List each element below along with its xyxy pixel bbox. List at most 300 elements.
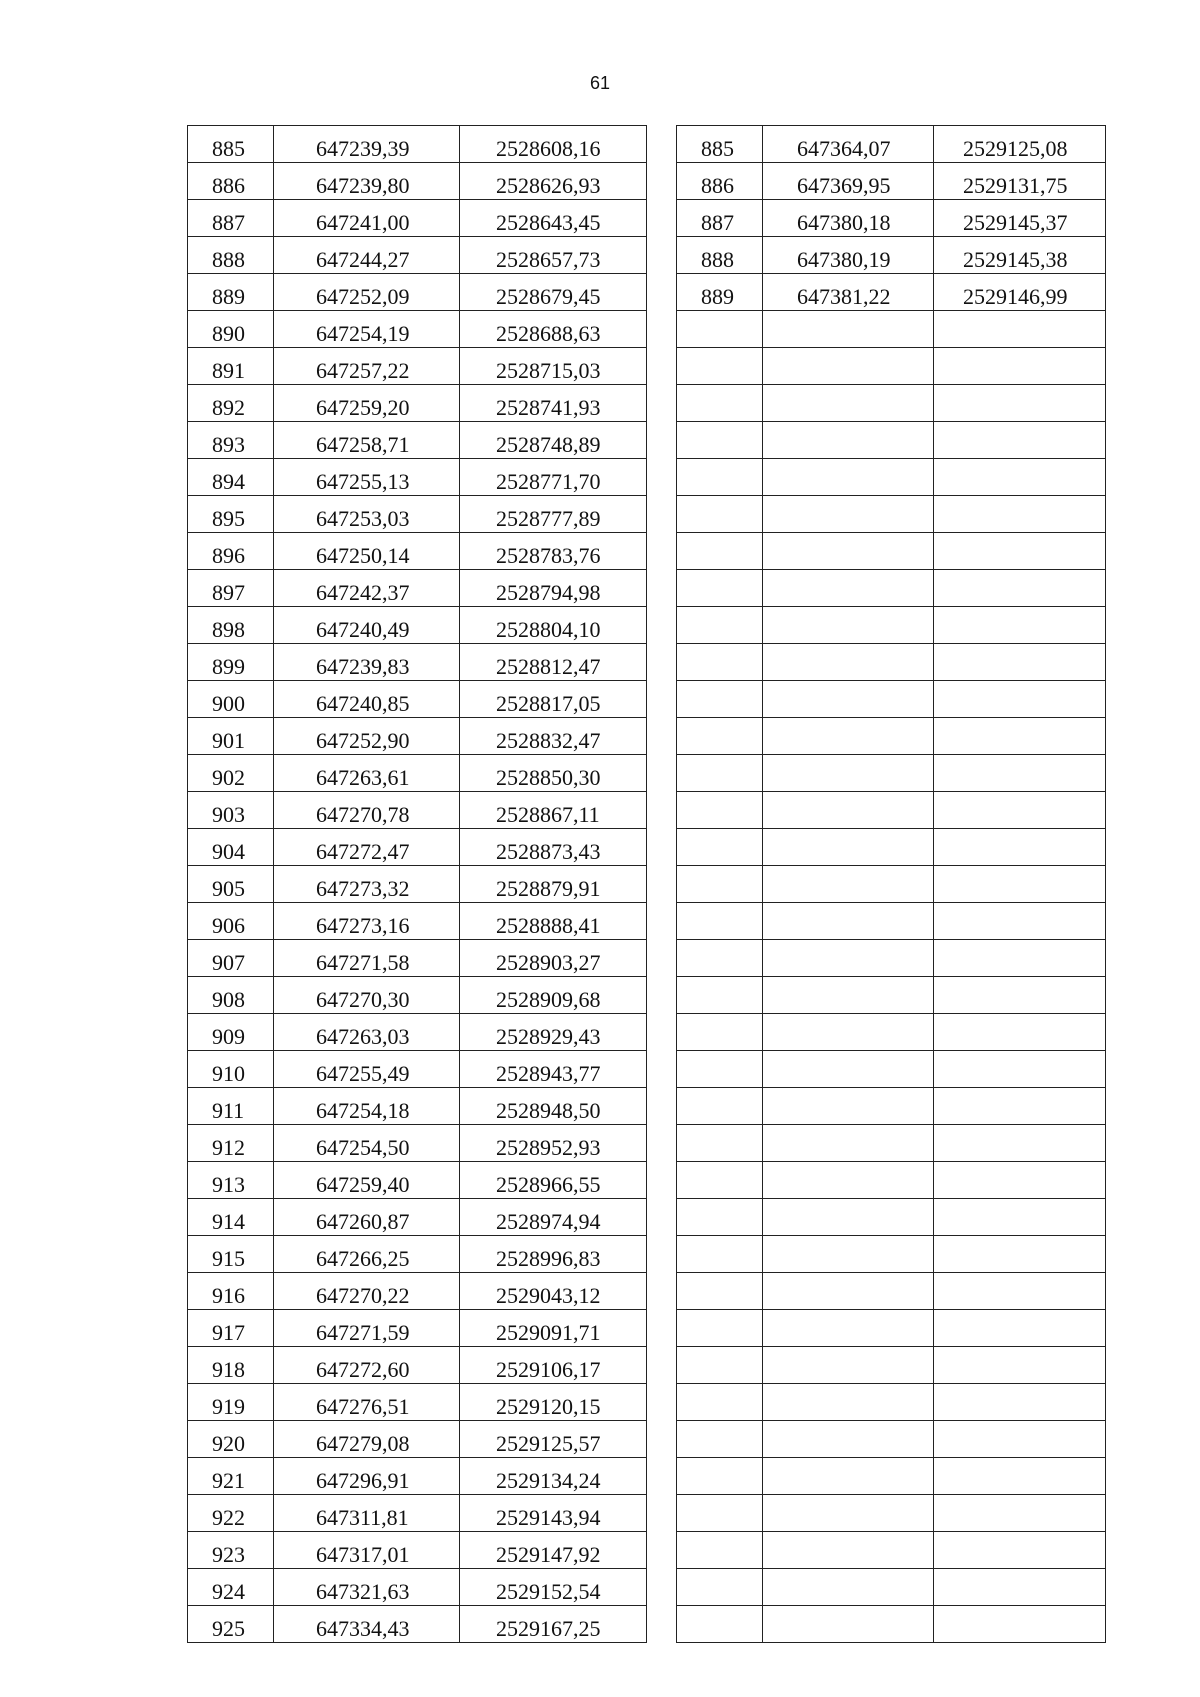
point-number-cell: 908 (188, 977, 274, 1014)
y-coordinate-cell: 2528777,89 (460, 496, 647, 533)
y-coordinate-cell: 2528996,83 (460, 1236, 647, 1273)
y-coordinate-cell: 2528626,93 (460, 163, 647, 200)
x-coordinate-cell: 647380,18 (763, 200, 934, 237)
y-coordinate-cell (934, 940, 1106, 977)
table-row (677, 1236, 1106, 1273)
y-coordinate-cell: 2529143,94 (460, 1495, 647, 1532)
table-row (677, 681, 1106, 718)
y-coordinate-cell: 2528804,10 (460, 607, 647, 644)
point-number-cell (677, 348, 763, 385)
table-row (188, 755, 647, 792)
y-coordinate-cell: 2528948,50 (460, 1088, 647, 1125)
point-number-cell: 903 (188, 792, 274, 829)
y-coordinate-cell: 2528943,77 (460, 1051, 647, 1088)
table-row (677, 348, 1106, 385)
y-coordinate-cell (934, 1088, 1106, 1125)
y-coordinate-cell (934, 1421, 1106, 1458)
point-number-cell: 912 (188, 1125, 274, 1162)
point-number-cell: 913 (188, 1162, 274, 1199)
table-row (188, 1606, 647, 1643)
y-coordinate-cell (934, 422, 1106, 459)
x-coordinate-cell: 647241,00 (274, 200, 460, 237)
table-row (188, 126, 647, 163)
point-number-cell (677, 311, 763, 348)
x-coordinate-cell (763, 1569, 934, 1606)
y-coordinate-cell: 2528794,98 (460, 570, 647, 607)
y-coordinate-cell (934, 718, 1106, 755)
point-number-cell: 888 (677, 237, 763, 274)
point-number-cell: 889 (188, 274, 274, 311)
table-row (188, 1273, 647, 1310)
y-coordinate-cell: 2529125,08 (934, 126, 1106, 163)
y-coordinate-cell (934, 311, 1106, 348)
table-row (188, 1458, 647, 1495)
y-coordinate-cell (934, 348, 1106, 385)
x-coordinate-cell (763, 348, 934, 385)
x-coordinate-cell (763, 1051, 934, 1088)
table-row (188, 163, 647, 200)
point-number-cell (677, 829, 763, 866)
x-coordinate-cell: 647255,13 (274, 459, 460, 496)
table-row (188, 792, 647, 829)
point-number-cell (677, 385, 763, 422)
table-row (677, 237, 1106, 274)
y-coordinate-cell: 2529125,57 (460, 1421, 647, 1458)
point-number-cell (677, 1421, 763, 1458)
table-row (677, 496, 1106, 533)
x-coordinate-cell (763, 496, 934, 533)
point-number-cell (677, 1273, 763, 1310)
y-coordinate-cell: 2528867,11 (460, 792, 647, 829)
y-coordinate-cell: 2529147,92 (460, 1532, 647, 1569)
x-coordinate-cell: 647271,59 (274, 1310, 460, 1347)
point-number-cell (677, 1495, 763, 1532)
x-coordinate-cell (763, 1199, 934, 1236)
y-coordinate-cell: 2528741,93 (460, 385, 647, 422)
table-row (677, 422, 1106, 459)
point-number-cell (677, 755, 763, 792)
y-coordinate-cell: 2528952,93 (460, 1125, 647, 1162)
x-coordinate-cell: 647381,22 (763, 274, 934, 311)
table-row (188, 1236, 647, 1273)
x-coordinate-cell (763, 422, 934, 459)
table-row (677, 1347, 1106, 1384)
table-row (188, 1495, 647, 1532)
table-row (677, 1606, 1106, 1643)
x-coordinate-cell: 647271,58 (274, 940, 460, 977)
table-row (188, 681, 647, 718)
point-number-cell (677, 422, 763, 459)
x-coordinate-cell (763, 459, 934, 496)
table-row (188, 200, 647, 237)
x-coordinate-cell: 647244,27 (274, 237, 460, 274)
point-number-cell: 902 (188, 755, 274, 792)
table-row (677, 533, 1106, 570)
x-coordinate-cell: 647266,25 (274, 1236, 460, 1273)
table-row (188, 829, 647, 866)
x-coordinate-cell: 647255,49 (274, 1051, 460, 1088)
point-number-cell: 925 (188, 1606, 274, 1643)
point-number-cell: 886 (677, 163, 763, 200)
table-row (188, 1532, 647, 1569)
point-number-cell (677, 940, 763, 977)
y-coordinate-cell: 2528974,94 (460, 1199, 647, 1236)
x-coordinate-cell: 647260,87 (274, 1199, 460, 1236)
x-coordinate-cell: 647259,40 (274, 1162, 460, 1199)
point-number-cell (677, 607, 763, 644)
table-row (188, 237, 647, 274)
y-coordinate-cell (934, 1273, 1106, 1310)
table-row (188, 348, 647, 385)
y-coordinate-cell: 2528748,89 (460, 422, 647, 459)
x-coordinate-cell: 647258,71 (274, 422, 460, 459)
table-row (188, 274, 647, 311)
point-number-cell: 887 (677, 200, 763, 237)
y-coordinate-cell (934, 1606, 1106, 1643)
table-row (188, 1310, 647, 1347)
x-coordinate-cell (763, 533, 934, 570)
point-number-cell: 900 (188, 681, 274, 718)
y-coordinate-cell (934, 1125, 1106, 1162)
point-number-cell (677, 1310, 763, 1347)
point-number-cell (677, 1569, 763, 1606)
point-number-cell: 906 (188, 903, 274, 940)
table-row (188, 1347, 647, 1384)
y-coordinate-cell (934, 1532, 1106, 1569)
y-coordinate-cell: 2528832,47 (460, 718, 647, 755)
x-coordinate-cell (763, 1532, 934, 1569)
point-number-cell (677, 718, 763, 755)
x-coordinate-cell: 647254,50 (274, 1125, 460, 1162)
y-coordinate-cell: 2529145,38 (934, 237, 1106, 274)
x-coordinate-cell (763, 1606, 934, 1643)
y-coordinate-cell (934, 1495, 1106, 1532)
table-row (188, 1569, 647, 1606)
y-coordinate-cell (934, 1569, 1106, 1606)
table-row (677, 163, 1106, 200)
table-row (188, 570, 647, 607)
x-coordinate-cell: 647270,22 (274, 1273, 460, 1310)
coordinates-table-left-body (188, 126, 647, 1643)
y-coordinate-cell: 2528903,27 (460, 940, 647, 977)
table-row (188, 1088, 647, 1125)
table-row (677, 903, 1106, 940)
y-coordinate-cell (934, 903, 1106, 940)
x-coordinate-cell: 647250,14 (274, 533, 460, 570)
table-row (677, 1458, 1106, 1495)
point-number-cell (677, 1088, 763, 1125)
point-number-cell: 915 (188, 1236, 274, 1273)
point-number-cell (677, 1458, 763, 1495)
point-number-cell: 918 (188, 1347, 274, 1384)
y-coordinate-cell: 2529152,54 (460, 1569, 647, 1606)
x-coordinate-cell (763, 755, 934, 792)
y-coordinate-cell: 2529120,15 (460, 1384, 647, 1421)
x-coordinate-cell: 647311,81 (274, 1495, 460, 1532)
y-coordinate-cell: 2529134,24 (460, 1458, 647, 1495)
point-number-cell (677, 681, 763, 718)
x-coordinate-cell: 647239,39 (274, 126, 460, 163)
point-number-cell: 905 (188, 866, 274, 903)
x-coordinate-cell: 647317,01 (274, 1532, 460, 1569)
y-coordinate-cell: 2528812,47 (460, 644, 647, 681)
coordinates-table-right-body (677, 126, 1106, 1643)
table-row (188, 903, 647, 940)
x-coordinate-cell: 647380,19 (763, 237, 934, 274)
x-coordinate-cell: 647240,49 (274, 607, 460, 644)
y-coordinate-cell: 2529043,12 (460, 1273, 647, 1310)
table-row (188, 1421, 647, 1458)
table-row (188, 866, 647, 903)
y-coordinate-cell (934, 681, 1106, 718)
point-number-cell: 898 (188, 607, 274, 644)
table-row (677, 792, 1106, 829)
y-coordinate-cell (934, 977, 1106, 1014)
table-row (677, 274, 1106, 311)
point-number-cell: 924 (188, 1569, 274, 1606)
point-number-cell: 917 (188, 1310, 274, 1347)
x-coordinate-cell (763, 866, 934, 903)
x-coordinate-cell (763, 1310, 934, 1347)
point-number-cell: 889 (677, 274, 763, 311)
x-coordinate-cell (763, 903, 934, 940)
x-coordinate-cell: 647240,85 (274, 681, 460, 718)
y-coordinate-cell: 2528966,55 (460, 1162, 647, 1199)
point-number-cell (677, 1606, 763, 1643)
y-coordinate-cell: 2528888,41 (460, 903, 647, 940)
x-coordinate-cell (763, 940, 934, 977)
point-number-cell: 892 (188, 385, 274, 422)
point-number-cell: 895 (188, 496, 274, 533)
point-number-cell: 899 (188, 644, 274, 681)
point-number-cell: 890 (188, 311, 274, 348)
table-row (188, 607, 647, 644)
x-coordinate-cell (763, 311, 934, 348)
table-row (677, 755, 1106, 792)
x-coordinate-cell: 647272,60 (274, 1347, 460, 1384)
y-coordinate-cell (934, 792, 1106, 829)
point-number-cell: 916 (188, 1273, 274, 1310)
x-coordinate-cell: 647321,63 (274, 1569, 460, 1606)
point-number-cell (677, 644, 763, 681)
x-coordinate-cell: 647364,07 (763, 126, 934, 163)
point-number-cell: 910 (188, 1051, 274, 1088)
x-coordinate-cell: 647252,09 (274, 274, 460, 311)
x-coordinate-cell: 647279,08 (274, 1421, 460, 1458)
point-number-cell: 920 (188, 1421, 274, 1458)
x-coordinate-cell (763, 1273, 934, 1310)
y-coordinate-cell: 2529146,99 (934, 274, 1106, 311)
table-row (188, 533, 647, 570)
table-row (677, 1162, 1106, 1199)
table-row (677, 866, 1106, 903)
table-row (677, 1199, 1106, 1236)
x-coordinate-cell: 647334,43 (274, 1606, 460, 1643)
y-coordinate-cell: 2528771,70 (460, 459, 647, 496)
y-coordinate-cell (934, 1162, 1106, 1199)
point-number-cell: 886 (188, 163, 274, 200)
x-coordinate-cell (763, 1495, 934, 1532)
y-coordinate-cell: 2528643,45 (460, 200, 647, 237)
table-row (677, 977, 1106, 1014)
point-number-cell: 885 (677, 126, 763, 163)
point-number-cell (677, 1347, 763, 1384)
x-coordinate-cell: 647252,90 (274, 718, 460, 755)
x-coordinate-cell (763, 1347, 934, 1384)
table-row (188, 1014, 647, 1051)
table-row (677, 1051, 1106, 1088)
table-row (188, 940, 647, 977)
point-number-cell: 896 (188, 533, 274, 570)
point-number-cell: 893 (188, 422, 274, 459)
y-coordinate-cell: 2528783,76 (460, 533, 647, 570)
y-coordinate-cell (934, 1310, 1106, 1347)
point-number-cell: 923 (188, 1532, 274, 1569)
page-number: 61 (589, 73, 611, 93)
x-coordinate-cell (763, 1125, 934, 1162)
table-row (188, 718, 647, 755)
x-coordinate-cell (763, 1458, 934, 1495)
y-coordinate-cell (934, 1347, 1106, 1384)
x-coordinate-cell (763, 607, 934, 644)
x-coordinate-cell: 647254,19 (274, 311, 460, 348)
y-coordinate-cell (934, 1199, 1106, 1236)
table-row (677, 1569, 1106, 1606)
table-row (677, 1273, 1106, 1310)
table-row (188, 496, 647, 533)
x-coordinate-cell: 647239,83 (274, 644, 460, 681)
x-coordinate-cell: 647273,16 (274, 903, 460, 940)
point-number-cell: 909 (188, 1014, 274, 1051)
y-coordinate-cell: 2529091,71 (460, 1310, 647, 1347)
y-coordinate-cell (934, 1014, 1106, 1051)
x-coordinate-cell (763, 644, 934, 681)
table-row (677, 829, 1106, 866)
point-number-cell (677, 1014, 763, 1051)
table-row (677, 1495, 1106, 1532)
table-row (188, 1162, 647, 1199)
y-coordinate-cell (934, 829, 1106, 866)
table-row (677, 570, 1106, 607)
x-coordinate-cell (763, 718, 934, 755)
point-number-cell (677, 570, 763, 607)
x-coordinate-cell: 647242,37 (274, 570, 460, 607)
x-coordinate-cell (763, 1088, 934, 1125)
x-coordinate-cell: 647270,78 (274, 792, 460, 829)
x-coordinate-cell (763, 977, 934, 1014)
table-row (677, 1014, 1106, 1051)
x-coordinate-cell: 647369,95 (763, 163, 934, 200)
x-coordinate-cell: 647272,47 (274, 829, 460, 866)
table-row (188, 1384, 647, 1421)
y-coordinate-cell (934, 459, 1106, 496)
x-coordinate-cell (763, 792, 934, 829)
point-number-cell (677, 459, 763, 496)
y-coordinate-cell: 2528909,68 (460, 977, 647, 1014)
point-number-cell (677, 1236, 763, 1273)
table-row (188, 459, 647, 496)
point-number-cell: 901 (188, 718, 274, 755)
table-row (188, 1051, 647, 1088)
point-number-cell: 897 (188, 570, 274, 607)
table-row (677, 1532, 1106, 1569)
point-number-cell: 911 (188, 1088, 274, 1125)
table-row (677, 385, 1106, 422)
point-number-cell (677, 903, 763, 940)
table-row (188, 311, 647, 348)
y-coordinate-cell (934, 496, 1106, 533)
table-row (677, 126, 1106, 163)
y-coordinate-cell (934, 1384, 1106, 1421)
point-number-cell: 921 (188, 1458, 274, 1495)
y-coordinate-cell (934, 1236, 1106, 1273)
table-row (677, 1310, 1106, 1347)
x-coordinate-cell (763, 385, 934, 422)
y-coordinate-cell (934, 755, 1106, 792)
point-number-cell: 888 (188, 237, 274, 274)
y-coordinate-cell: 2528657,73 (460, 237, 647, 274)
x-coordinate-cell (763, 681, 934, 718)
point-number-cell: 904 (188, 829, 274, 866)
point-number-cell: 891 (188, 348, 274, 385)
point-number-cell (677, 1532, 763, 1569)
table-row (188, 977, 647, 1014)
y-coordinate-cell (934, 644, 1106, 681)
point-number-cell (677, 977, 763, 1014)
point-number-cell: 894 (188, 459, 274, 496)
table-row (677, 607, 1106, 644)
x-coordinate-cell: 647257,22 (274, 348, 460, 385)
x-coordinate-cell: 647239,80 (274, 163, 460, 200)
table-row (188, 644, 647, 681)
y-coordinate-cell: 2528850,30 (460, 755, 647, 792)
table-row (188, 385, 647, 422)
y-coordinate-cell: 2529167,25 (460, 1606, 647, 1643)
y-coordinate-cell: 2528873,43 (460, 829, 647, 866)
y-coordinate-cell (934, 1458, 1106, 1495)
table-row (677, 718, 1106, 755)
x-coordinate-cell: 647273,32 (274, 866, 460, 903)
point-number-cell (677, 1162, 763, 1199)
y-coordinate-cell: 2529131,75 (934, 163, 1106, 200)
x-coordinate-cell (763, 829, 934, 866)
point-number-cell (677, 1125, 763, 1162)
y-coordinate-cell: 2529145,37 (934, 200, 1106, 237)
point-number-cell: 907 (188, 940, 274, 977)
x-coordinate-cell: 647254,18 (274, 1088, 460, 1125)
x-coordinate-cell: 647296,91 (274, 1458, 460, 1495)
table-row (677, 459, 1106, 496)
point-number-cell: 922 (188, 1495, 274, 1532)
x-coordinate-cell (763, 1162, 934, 1199)
x-coordinate-cell (763, 570, 934, 607)
y-coordinate-cell (934, 1051, 1106, 1088)
point-number-cell: 885 (188, 126, 274, 163)
y-coordinate-cell: 2528688,63 (460, 311, 647, 348)
table-row (188, 1125, 647, 1162)
point-number-cell (677, 866, 763, 903)
table-row (677, 1088, 1106, 1125)
table-row (677, 311, 1106, 348)
table-row (677, 1125, 1106, 1162)
table-row (677, 940, 1106, 977)
coordinates-table-left (187, 125, 647, 1643)
table-row (677, 200, 1106, 237)
table-row (677, 644, 1106, 681)
x-coordinate-cell: 647276,51 (274, 1384, 460, 1421)
table-row (677, 1421, 1106, 1458)
y-coordinate-cell: 2528879,91 (460, 866, 647, 903)
